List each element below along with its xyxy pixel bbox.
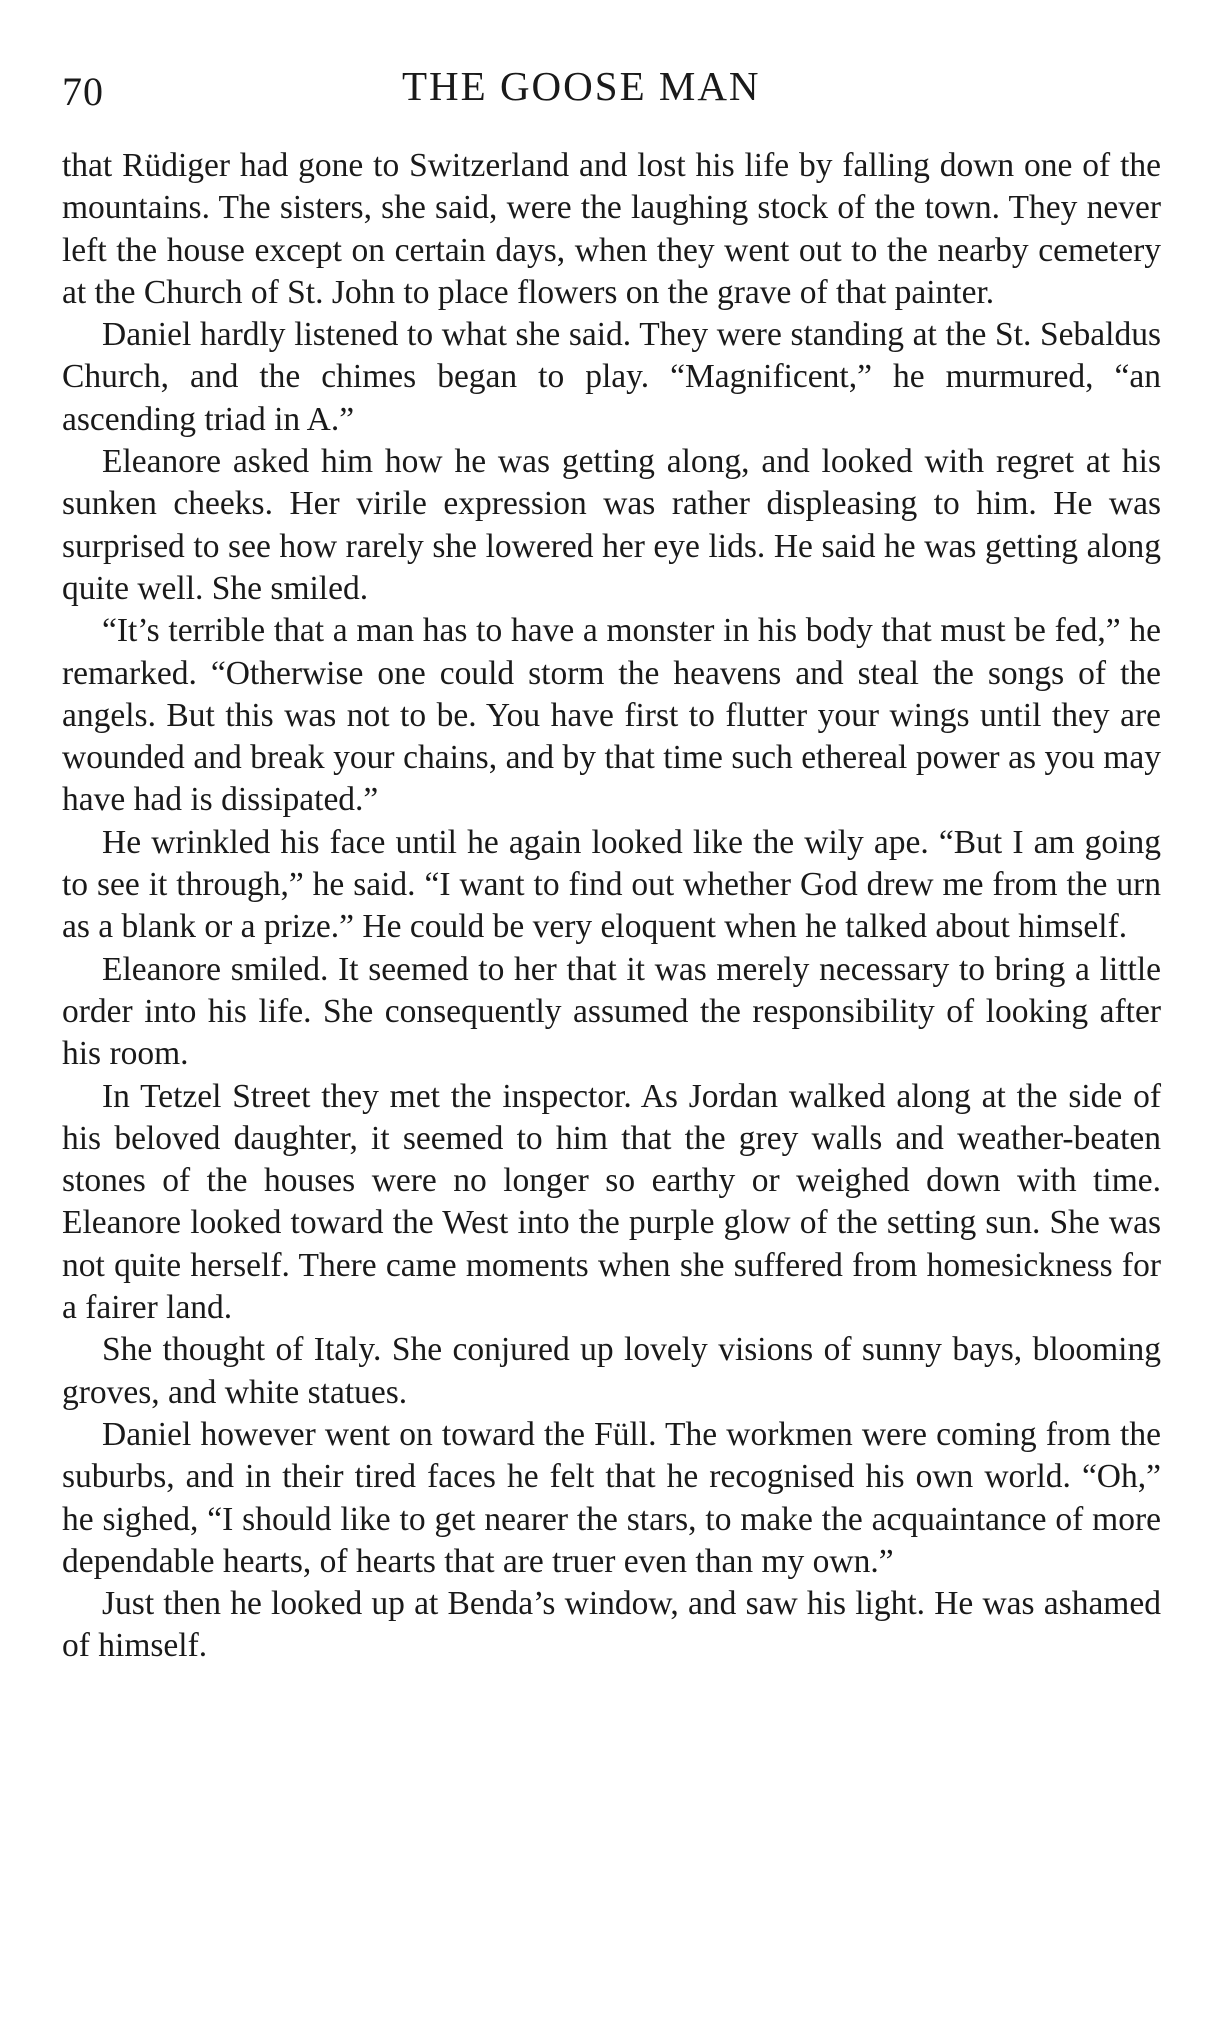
paragraph-2: Daniel hardly listened to what she said. They were standing at the St. Sebaldus Church, and the chimes began to play. “Magnificent,” he murmured, “an ascending triad in A.” — [62, 316, 1161, 438]
running-title: THE GOOSE MAN — [402, 63, 761, 109]
paragraph-4: “It’s terrible that a man has to have a monster in his body that must be fed,” he remarked. “Otherwise one could storm the heavens and steal the songs of the angels. But this was not to be. You have first to flutter your wings until they are wounded and break your chains, and by that time such ethereal power as you may have had is dissipated.” — [62, 612, 1161, 819]
paragraph-1: that Rüdiger had gone to Switzerland and lost his life by falling down one of the mountains. The sisters, she said, were the laughing stock of the town. They never left the house except on certain days, when they went out to the nearby cemetery at the Church of St. John to place flowers on the grave of that painter. — [62, 147, 1161, 311]
paragraph-3: Eleanore asked him how he was getting along, and looked with regret at his sunken cheeks. Her virile expression was rather displeasing to him. He was surprised to see how rarely she lowered her eye lids. He said he was getting along quite well. She smiled. — [62, 443, 1161, 607]
paragraph-7: In Tetzel Street they met the inspector. As Jordan walked along at the side of his beloved daughter, it seemed to him that the grey walls and weather-beaten stones of the houses were no longer so earthy or weighed down with time. Eleanore looked toward the West into the purple glow of the setting sun. She was not quite herself. There came moments when she suffered from homesickness for a fairer land. — [62, 1077, 1161, 1327]
paragraph-6: Eleanore smiled. It seemed to her that it was merely necessary to bring a little order into his life. She consequently assumed the responsibility of looking after his room. — [62, 950, 1161, 1073]
paragraph-9: Daniel however went on toward the Füll. The workmen were coming from the suburbs, and in their tired faces he felt that he recognised his own world. “Oh,” he sighed, “I should like to get nearer the stars, to make the acquaintance of more dependable hearts, of hearts that are truer even than my own.” — [62, 1415, 1161, 1580]
body-text — [62, 145, 1161, 1668]
paragraph-10: Just then he looked up at Benda’s window, and saw his light. He was ashamed of himself. — [62, 1585, 1161, 1665]
page-number: 70 — [62, 69, 104, 114]
paragraph-8: She thought of Italy. She conjured up lovely visions of sunny bays, blooming groves, and white statues. — [62, 1331, 1161, 1411]
paragraph-5: He wrinkled his face until he again looked like the wily ape. “But I am going to see it through,” he said. “I want to find out whether God drew me from the urn as a blank or a prize.” He could be very eloquent when he talked about himself. — [62, 823, 1161, 946]
page-header — [62, 62, 1162, 122]
